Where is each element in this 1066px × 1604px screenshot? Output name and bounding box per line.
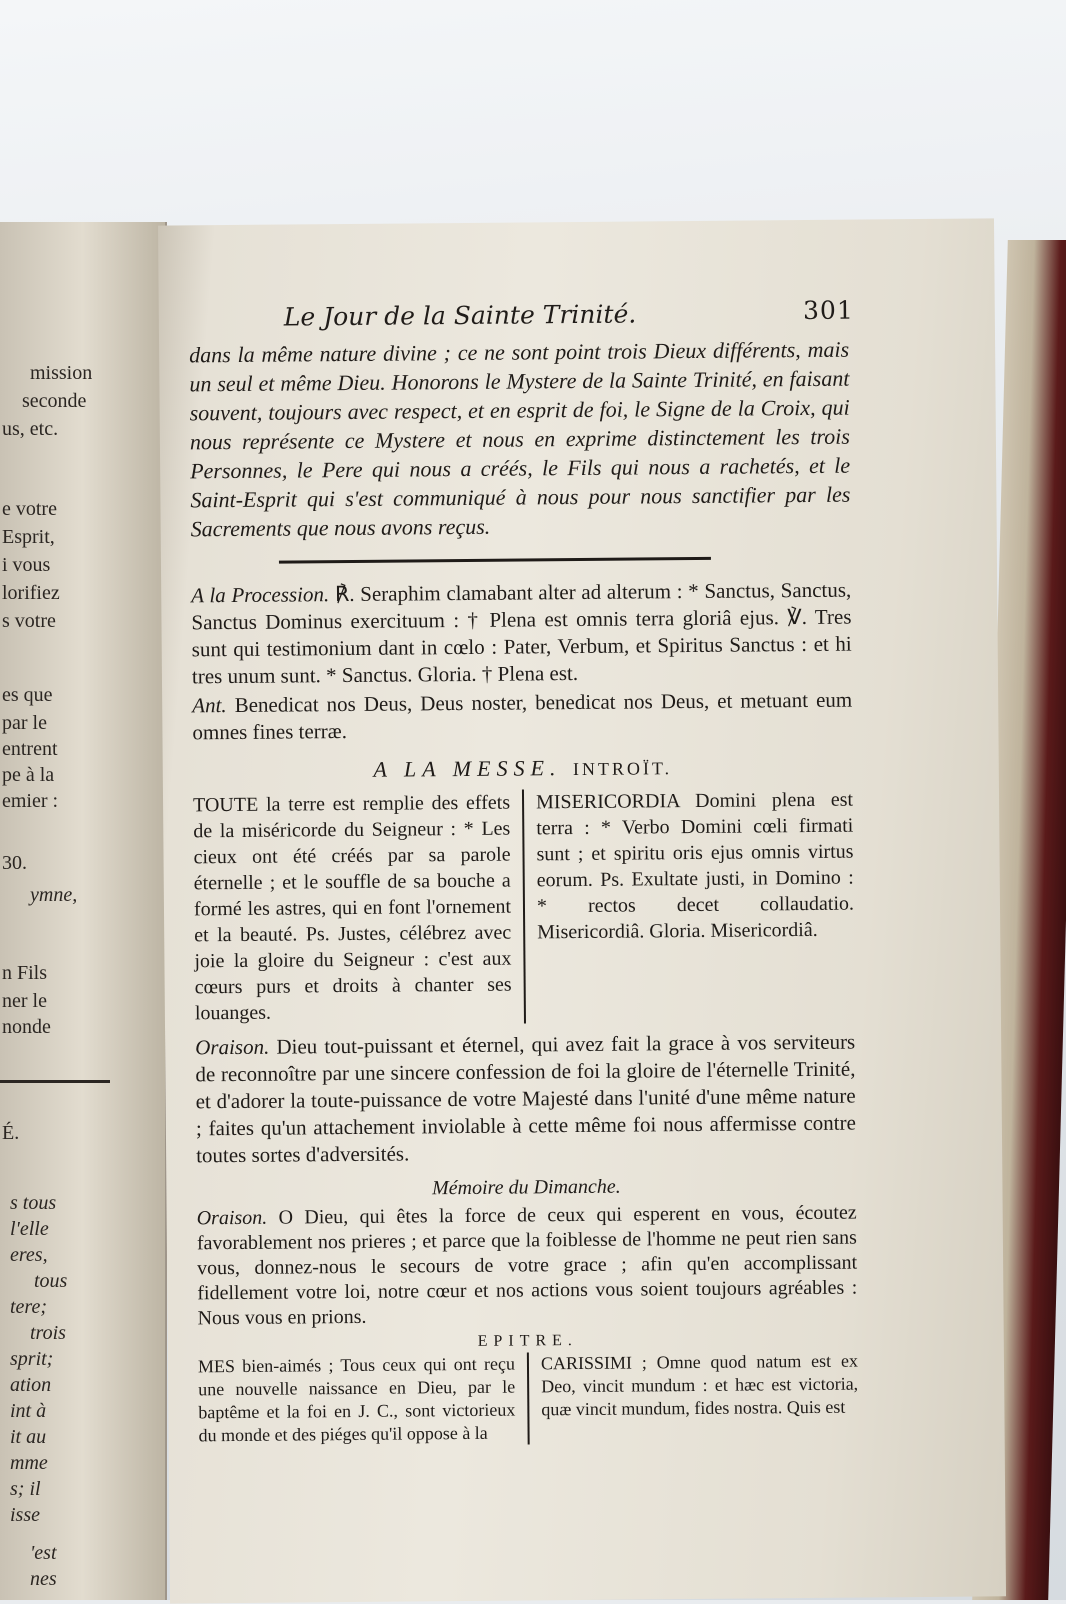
page-body [189, 335, 859, 1448]
left-line: ner le [2, 990, 47, 1012]
left-line: lorifiez [2, 582, 60, 604]
left-line: 'est [30, 1542, 57, 1564]
left-line: nes [30, 1568, 57, 1590]
intro-paragraph: dans la même nature divine ; ce ne sont point trois Dieux différents, mais un seul et même Dieu. Honorons le Mystere de la Sainte Trinité, en faisant souvent, toujours avec respect, et en esprit de foi, le Signe de la Croix, qui nous représente ce Mystere et nous en exprime distinctement les trois Personnes, le Pere qui nous a créés, le Fils qui nous a rachetés, et le Saint-Esprit qui s'est communiqué à nous pour nous sanctifier par les Sacrements que nous avons reçus. [189, 336, 851, 542]
left-line: es que [2, 684, 53, 706]
epitre-columns [198, 1350, 859, 1448]
page-number: 301 [802, 295, 854, 326]
left-line: i vous [2, 554, 51, 576]
procession-text: ℟. Seraphim clamabant alter ad alterum : * Sanctus, Sanctus, Sanctus Dominus exercituum : † Plena est omnis terra gloriâ ejus. ℣. Tres sunt qui testimonium dant in cœlo : Pater, Verbum, et Spiritus Sanctus : et hi tres unum sunt. * Sanctus. Gloria. † Plena est. [191, 577, 852, 689]
left-line: seconde [22, 390, 87, 412]
introit-columns [193, 787, 855, 1027]
left-line: par le [2, 712, 47, 734]
epitre-heading: EPITRE. [477, 1332, 578, 1350]
left-line: ymne, [30, 884, 78, 906]
left-line: tere; [10, 1296, 48, 1318]
left-line: e votre [2, 498, 57, 520]
oraison-dimanche-text: O Dieu, qui êtes la force de ceux qui esperent en vous, écoutez favorablement nos prieres ; et parce que la foiblesse de l'homme ne peut rien sans vous, donnez-nous le secours de votre grace ; afin qu'en accomplissant fidellement votre loi, notre cœur et nos actions vous soient toujours agréables : Nous vous en prions. [196, 1201, 858, 1330]
section-rule [279, 557, 711, 564]
left-line: isse [10, 1504, 40, 1526]
left-line: us, etc. [2, 418, 59, 440]
running-header [283, 295, 854, 332]
left-line: sprit; [10, 1348, 54, 1370]
procession-lead: A la Procession. [191, 582, 330, 608]
running-title: Le Jour de la Sainte Trinité. [283, 299, 637, 332]
left-line: Esprit, [2, 526, 55, 548]
left-line: tous [34, 1270, 68, 1292]
left-line: eres, [10, 1244, 48, 1266]
antiphon-lead: Ant. [192, 693, 227, 718]
left-line: s votre [2, 610, 56, 632]
left-line: entrent [2, 738, 58, 760]
left-line: É. [2, 1122, 20, 1144]
left-line: l'elle [10, 1218, 49, 1240]
left-line: 30. [2, 852, 27, 874]
oraison-dimanche-paragraph [197, 1201, 858, 1332]
left-rule [0, 1080, 110, 1083]
memoire-heading: Mémoire du Dimanche. [432, 1175, 621, 1200]
left-line: nonde [2, 1016, 51, 1038]
epitre-latin: CARISSIMI ; Omne quod natum est ex Deo, vincit mundum : et hæc est victoria, quæ vincit mundum, fides nostra. Quis est [540, 1350, 859, 1420]
oraison-dimanche-lead: Oraison. [196, 1206, 268, 1230]
left-line: mme [10, 1452, 48, 1474]
left-line: ation [10, 1374, 52, 1396]
left-page [0, 222, 167, 1600]
introit-latin: MISERICORDIA Domini plena est terra : * Verbo Domini cœli firmati sunt ; et spiritu oris ejus omnis virtus eorum. Ps. Exultate justi, in Domino : * rectos decet collaudatio. Misericordiâ. Gloria. Misericordiâ. [535, 788, 855, 944]
left-line: trois [30, 1322, 66, 1344]
epitre-french: MES bien-aimés ; Tous ceux qui ont reçu une nouvelle naissance en Dieu, par le baptême et la foi en J. C., sont victorieux du monde et des piéges qu'il oppose à la [198, 1352, 530, 1447]
left-line: n Fils [2, 962, 48, 984]
procession-paragraph [191, 577, 852, 691]
right-page [158, 218, 1006, 1603]
left-line: s; il [10, 1478, 41, 1500]
oraison-text: Dieu tout-puissant et éternel, qui avez fait la grace à vos serviteurs de reconnoître par une sincere confession de foi la gloire de l'éternelle Trinité, et d'adorer la toute-puissance de votre Majesté dans l'unité d'une même nature ; faites qu'un attachement inviolable à cette même foi nous affermisse contre toutes sortes d'adversités. [195, 1029, 856, 1168]
mass-title: A LA MESSE. [373, 755, 562, 782]
left-line: s tous [10, 1192, 57, 1214]
antiphon-text: Benedicat nos Deus, Deus noster, benedicat nos Deus, et metuant eum omnes fines terræ. [192, 687, 853, 745]
oraison-lead: Oraison. [195, 1034, 270, 1060]
mass-heading [193, 753, 853, 785]
left-line: int à [10, 1400, 47, 1422]
introit-title: INTROÏT. [572, 758, 673, 780]
oraison-paragraph [195, 1029, 856, 1170]
left-line: emier : [2, 790, 59, 812]
left-line: pe à la [2, 764, 55, 786]
antiphon-paragraph [192, 687, 852, 747]
left-line: mission [30, 362, 93, 384]
introit-french: TOUTE la terre est remplie des effets de la miséricorde du Seigneur : * Les cieux ont été créés par sa parole éternelle ; et le souffle de sa bouche a formé les astres, qui en font l'ornement et la beauté. Ps. Justes, célébrez avec joie la gloire du Seigneur : c'est aux cœurs purs et droits à chanter ses louanges. [193, 789, 526, 1026]
left-line: it au [10, 1426, 47, 1448]
